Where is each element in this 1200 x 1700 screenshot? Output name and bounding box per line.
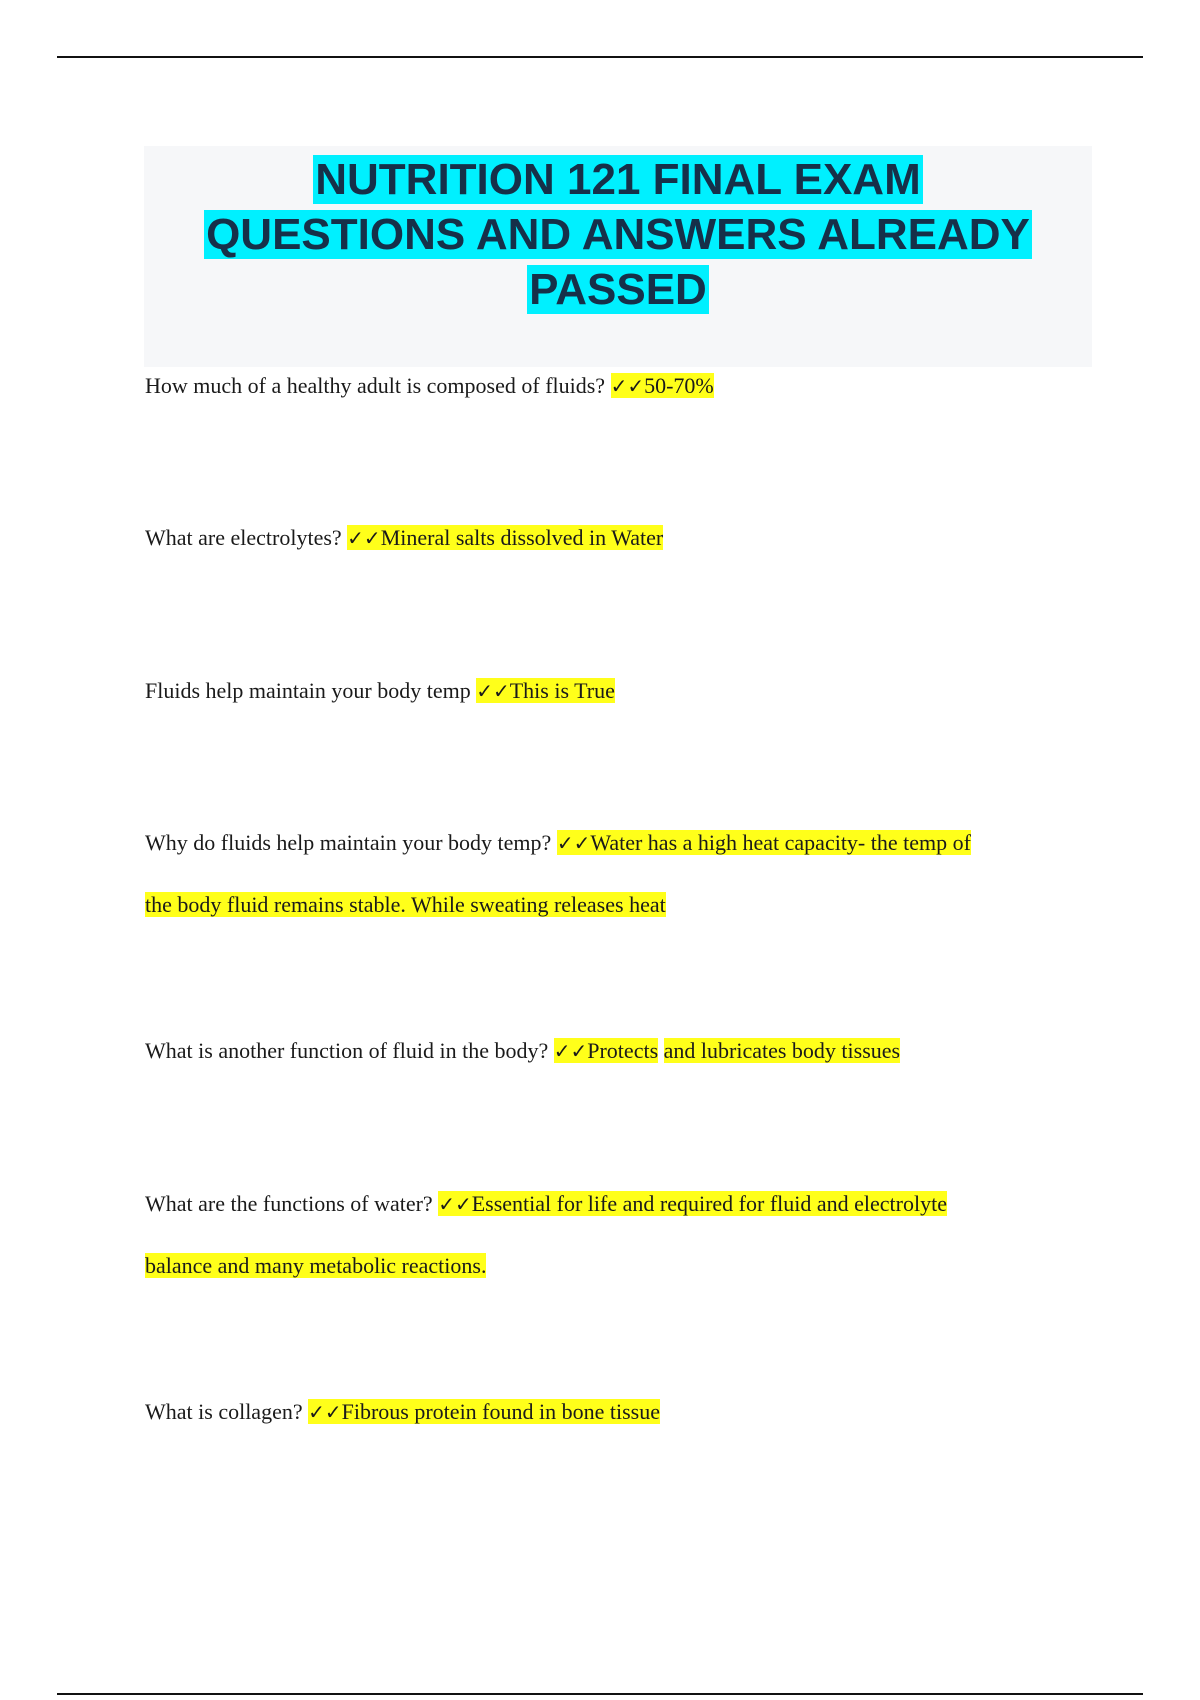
question-text: What are electrolytes? <box>145 525 342 550</box>
answer-line-1: Fibrous protein found in bone tissue <box>341 1399 660 1424</box>
double-check-icon: ✓✓ <box>553 1039 588 1063</box>
title-text-3: PASSED <box>529 265 707 314</box>
question-text: What is collagen? <box>145 1399 303 1424</box>
qa-line-2 <box>145 874 1085 935</box>
double-check-icon: ✓✓ <box>347 526 381 550</box>
answer-line-1: Essential for life and required for fluid and electrolyte <box>471 1191 947 1216</box>
answer-line-2: and lubricates body tissues <box>663 1038 901 1063</box>
answer-text <box>347 525 663 550</box>
title-text-1: NUTRITION 121 FINAL EXAM <box>315 155 921 204</box>
title-line-2 <box>144 207 1092 262</box>
qa-item-7 <box>145 1381 1085 1443</box>
answer-line-1: Water has a high heat capacity- the temp of <box>590 830 971 855</box>
qa-item-3 <box>145 660 1085 722</box>
qa-line-2 <box>145 1235 1085 1296</box>
title-block <box>144 146 1092 367</box>
double-check-icon: ✓✓ <box>438 1192 472 1216</box>
answer-line-1: This is True <box>509 678 615 703</box>
question-text: How much of a healthy adult is composed of fluids? <box>145 373 606 398</box>
question-text: What is another function of fluid in the body? <box>145 1038 549 1063</box>
qa-line-1 <box>145 812 1085 874</box>
answer-text <box>611 373 714 398</box>
qa-item-4 <box>145 812 1085 935</box>
double-check-icon: ✓✓ <box>476 679 510 703</box>
answer-text <box>438 1191 947 1216</box>
double-check-icon: ✓✓ <box>556 831 591 855</box>
title-line-3 <box>144 262 1092 317</box>
double-check-icon: ✓✓ <box>308 1400 342 1424</box>
qa-item-6 <box>145 1173 1085 1296</box>
question-text: Fluids help maintain your body temp <box>145 678 471 703</box>
qa-item-5 <box>145 1020 1085 1082</box>
answer-line-2: the body fluid remains stable. While sweating releases heat <box>145 892 666 917</box>
answer-text <box>308 1399 660 1424</box>
double-check-icon: ✓✓ <box>610 374 645 398</box>
question-text: What are the functions of water? <box>145 1191 433 1216</box>
answer-line-1: 50-70% <box>644 373 714 398</box>
answer-line-1: Protects <box>587 1038 659 1063</box>
bottom-rule <box>57 1693 1143 1695</box>
title-text-2: QUESTIONS AND ANSWERS ALREADY <box>206 210 1030 259</box>
answer-text <box>554 1038 658 1063</box>
answer-line-1: Mineral salts dissolved in Water <box>380 525 664 550</box>
answer-text <box>557 830 971 855</box>
answer-text <box>476 678 615 703</box>
qa-item-1 <box>145 355 1085 417</box>
answer-line-2: balance and many metabolic reactions. <box>145 1253 487 1278</box>
title-line-1 <box>144 152 1092 207</box>
qa-item-2 <box>145 507 1085 569</box>
qa-line-1 <box>145 1173 1085 1235</box>
question-text: Why do fluids help maintain your body temp? <box>145 830 552 855</box>
top-rule <box>57 56 1143 58</box>
